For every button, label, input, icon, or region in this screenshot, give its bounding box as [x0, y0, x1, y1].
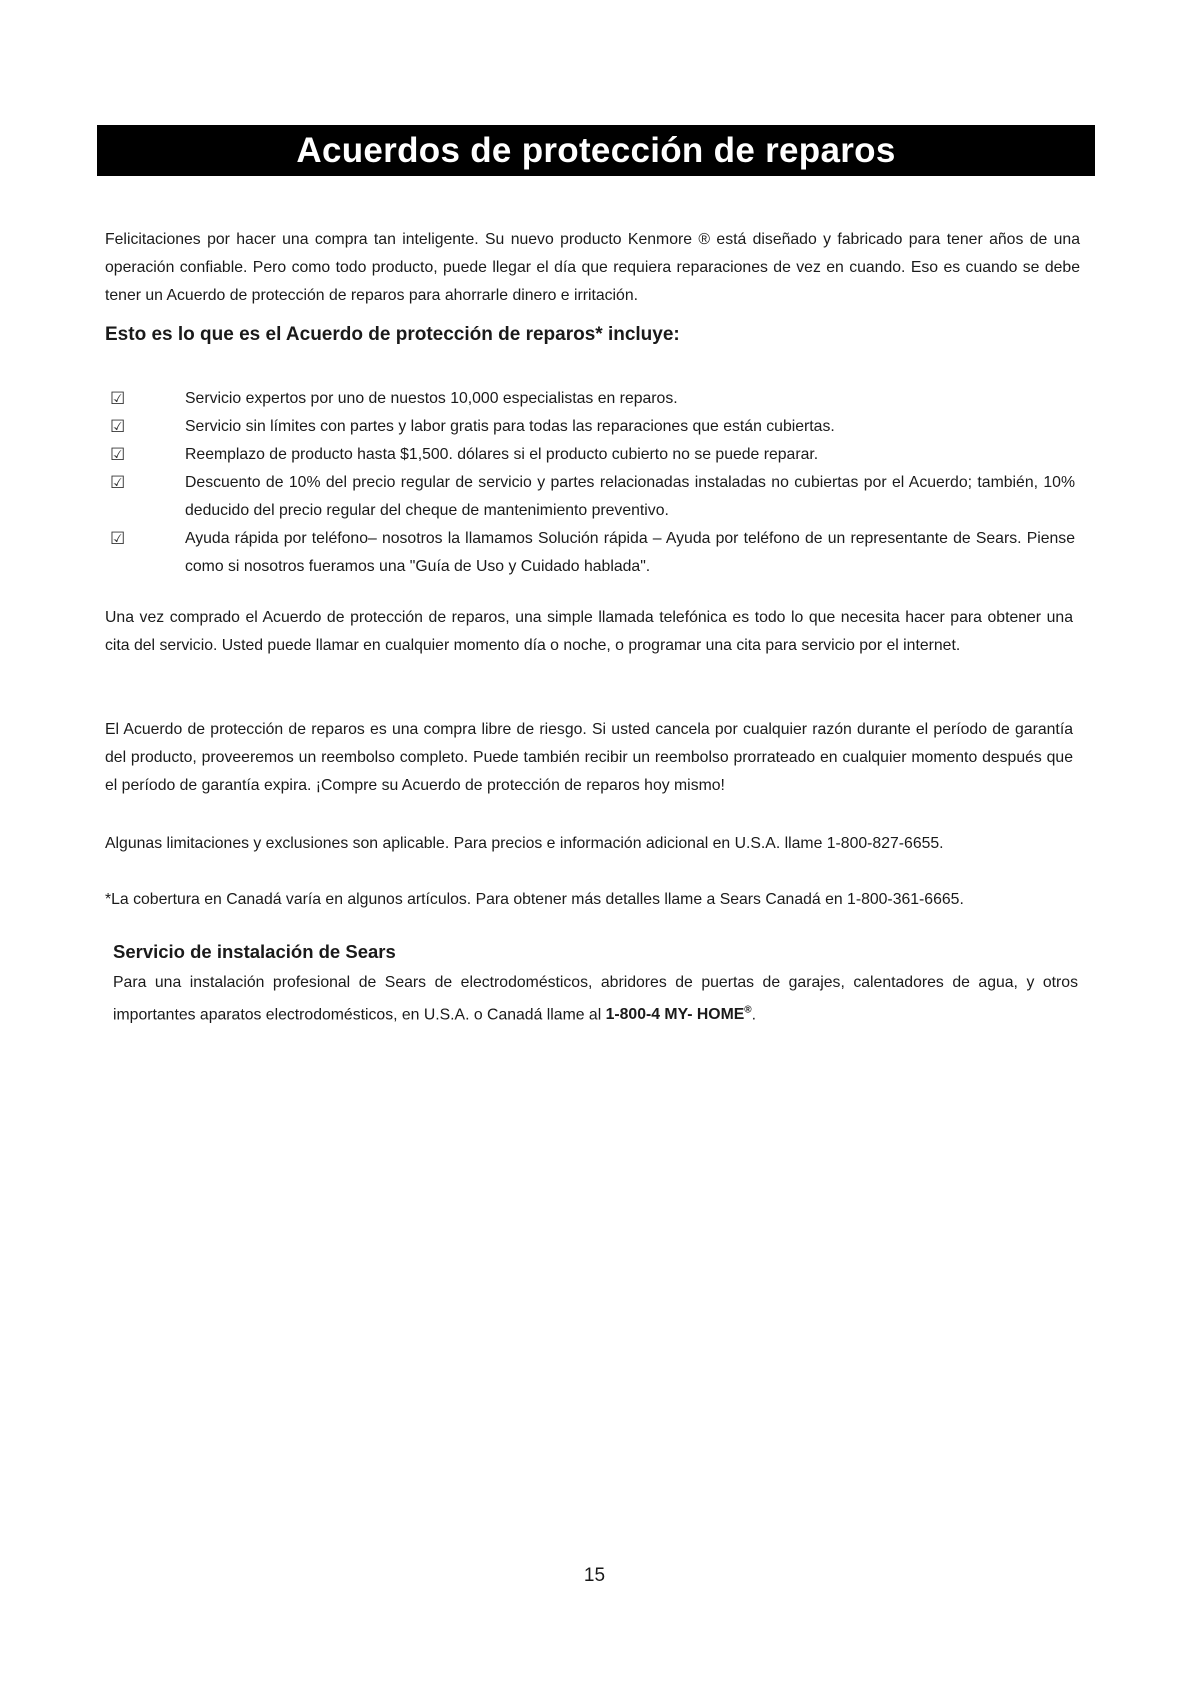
list-item	[110, 525, 1075, 581]
purchase-paragraph: Una vez comprado el Acuerdo de protección de reparos, una simple llamada telefónica es todo lo que necesita hacer para obtener una cita del servicio. Usted puede llamar en cualquier momento día o noche, o programar una cita para servicio por el internet.	[105, 609, 1073, 654]
installation-paragraph	[113, 969, 1078, 1029]
limitations-paragraph: Algunas limitaciones y exclusiones son aplicable. Para precios e información adicional en U.S.A. llame 1-800-827-6655.	[105, 835, 944, 852]
benefits-list	[110, 385, 1075, 581]
installation-heading: Servicio de instalación de Sears	[113, 941, 396, 962]
phone-number: 1-800-4 MY- HOME	[605, 1006, 745, 1024]
checkbox-checked-icon: ☑	[110, 529, 126, 548]
checkbox-checked-icon: ☑	[110, 445, 126, 464]
checkbox-checked-icon: ☑	[110, 417, 126, 436]
checkbox-checked-icon: ☑	[110, 473, 126, 492]
installation-text: Para una instalación profesional de Sears de electrodomésticos, abridores de puertas de garajes, calentadores de agua, y otros importantes aparatos electrodomésticos, en U.S.A. o Canadá llame al	[113, 974, 1078, 1024]
list-item	[110, 441, 1075, 469]
benefit-text: Reemplazo de producto hasta $1,500. dólares si el producto cubierto no se puede reparar.	[185, 446, 819, 463]
page-title: Acuerdos de protección de reparos	[97, 125, 1095, 176]
benefit-text: Ayuda rápida por teléfono– nosotros la llamamos Solución rápida – Ayuda por teléfono de un representante de Sears. Piense como si nosotros fueramos una "Guía de Uso y Cuidado hablada".	[185, 530, 1075, 575]
page-number: 15	[583, 1565, 606, 1586]
list-item	[110, 469, 1075, 525]
checkbox-checked-icon: ☑	[110, 389, 126, 408]
installation-phone	[606, 1006, 752, 1023]
includes-heading: Esto es lo que es el Acuerdo de protección de reparos* incluye:	[105, 324, 680, 345]
benefit-text: Servicio expertos por uno de nuestos 10,000 especialistas en reparos.	[185, 390, 678, 407]
sentence-period: .	[751, 1006, 757, 1024]
benefit-text: Descuento de 10% del precio regular de servicio y partes relacionadas instaladas no cubiertas por el Acuerdo; también, 10% deducido del precio regular del cheque de mantenimiento preventivo.	[185, 474, 1075, 519]
list-item	[110, 385, 1075, 413]
registered-mark: ®	[744, 1005, 752, 1016]
benefit-text: Servicio sin límites con partes y labor gratis para todas las reparaciones que están cubiertas.	[185, 418, 835, 435]
canada-paragraph: *La cobertura en Canadá varía en algunos artículos. Para obtener más detalles llame a Sears Canadá en 1-800-361-6665.	[105, 891, 964, 908]
risk-free-paragraph: El Acuerdo de protección de reparos es una compra libre de riesgo. Si usted cancela por cualquier razón durante el período de garantía del producto, proveeremos un reembolso completo. Puede también recibir un reembolso prorrateado en cualquier momento después que el período de garantía expira. ¡Compre su Acuerdo de protección de reparos hoy mismo!	[105, 721, 1073, 794]
list-item	[110, 413, 1075, 441]
intro-paragraph: Felicitaciones por hacer una compra tan inteligente. Su nuevo producto Kenmore ® está diseñado y fabricado para tener años de una operación confiable. Pero como todo producto, puede llegar el día que requiera reparaciones de vez en cuando. Eso es cuando se debe tener un Acuerdo de protección de reparos para ahorrarle dinero e irritación.	[105, 231, 1080, 304]
